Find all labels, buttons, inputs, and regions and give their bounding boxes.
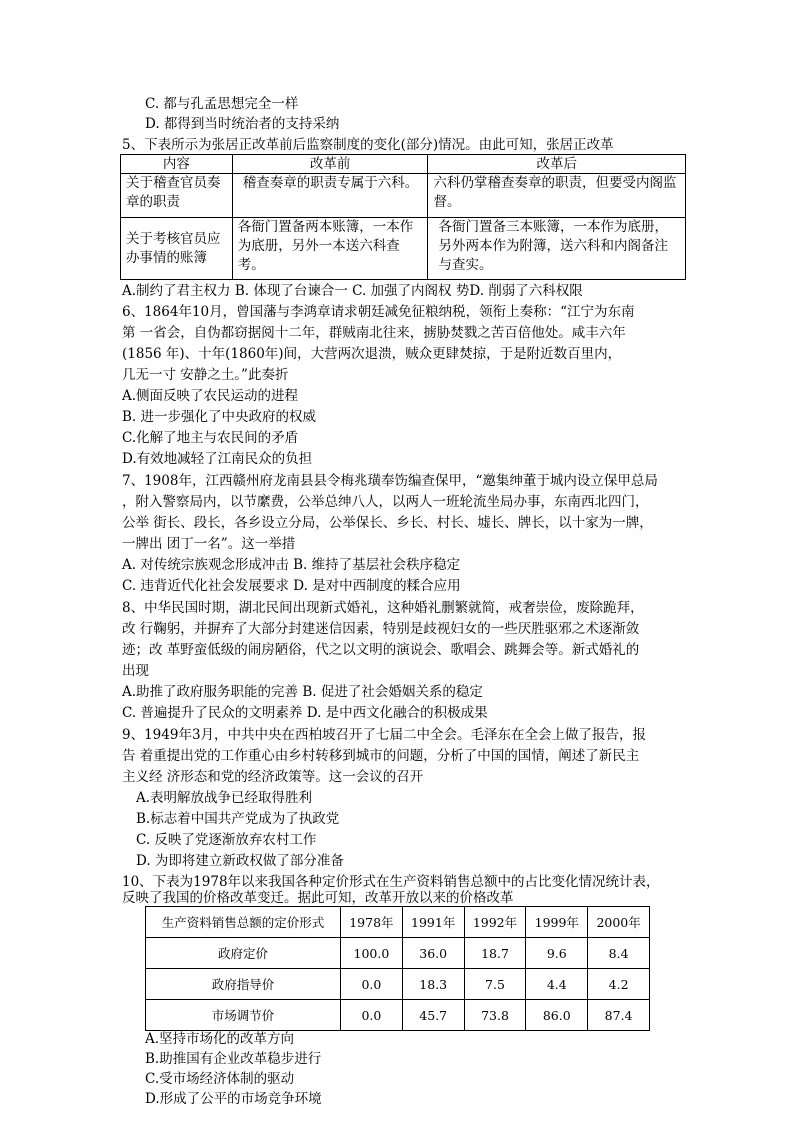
question-stem: ，附入警察局内，以节縻费，公举总绅八人，以两人一班轮流坐局办事，东南西北四门， [122,494,649,510]
question-stem: 出现 [122,663,149,679]
table-cell: 关于稽查官员奏章的职责 [121,174,233,218]
option-line: C.化解了地主与农民间的矛盾 [122,430,299,446]
option-line: A.制约了君主权力 B. 体现了台谏合一 C. 加强了内阁权 势D. 削弱了六科权限 [122,283,583,299]
option-line: D.形成了公平的市场竞争环境 [145,1091,322,1107]
table-cell: 8.4 [588,938,650,969]
table-cell: 87.4 [588,1000,650,1031]
table-row [146,1000,650,1031]
table-cell: 36.0 [402,938,464,969]
table-cell: 0.0 [341,969,403,1000]
table-cell: 稽查奏章的职责专属于六科。 [232,174,428,218]
table-header-cell: 1999年 [526,907,588,938]
option-line: C. 普遍提升了民众的文明素养 D. 是中西文化融合的积极成果 [122,705,488,721]
question-stem: 8、中华民国时期，湖北民间出现新式婚礼，这种婚礼删繁就简，戒奢崇俭，废除跪拜， [122,600,644,616]
table-header-cell: 1992年 [464,907,526,938]
option-line: B. 进一步强化了中央政府的权威 [122,409,317,425]
table-cell: 86.0 [526,1000,588,1031]
question-stem: 5、下表所示为张居正改革前后监察制度的变化(部分)情况。由此可知，张居正改革 [122,137,614,153]
table-header-row [121,155,686,174]
table-header-row [146,907,650,938]
table-cell: 7.5 [464,969,526,1000]
option-line: C. 反映了党逐渐放弃农村工作 [136,832,317,848]
table-cell: 18.3 [402,969,464,1000]
table-row [146,969,650,1000]
option-line: A.助推了政府服务职能的完善 B. 促进了社会婚姻关系的稳定 [122,684,483,700]
question-stem: 第 一省会，自伪都窃据阅十二年，群贼南北往来，掳胁焚戮之苦百倍他处。咸丰六年 [122,325,626,341]
option-line: C.受市场经济体制的驱动 [145,1071,295,1087]
question-stem: 一牌出 团丁一名”。这一举措 [122,536,296,552]
option-line: C. 都与孔孟思想完全一样 [145,96,299,112]
option-line: C. 违背近代化社会发展要求 D. 是对中西制度的糅合应用 [122,578,461,594]
question-stem: 10、下表为1978年以来我国各种定价形式在生产资料销售总额中的占比变化情况统计表， [122,874,660,890]
question-stem: 告 着重提出党的工作重心由乡村转移到城市的问题，分析了中国的国情，阐述了新民主 [122,748,640,764]
table-cell: 100.0 [341,938,403,969]
option-line: D.有效地减轻了江南民众的负担 [122,451,313,467]
question-stem: 改 行鞠躬，并摒弃了大部分封建迷信因素，特别是歧视妇女的一些厌胜驱邪之术逐渐敛 [122,621,640,637]
table-row [121,218,686,280]
question-stem: 7、1908年，江西赣州府龙南县县令梅兆璜奉饬编查保甲，“邀集绅董于城内设立保甲总局 [122,473,658,489]
table-header-cell: 1991年 [402,907,464,938]
option-line: D. 都得到当时统治者的支持采纳 [145,116,340,132]
table-cell: 关于考核官员应办事情的账簿 [121,218,233,280]
supervision-reform-table [120,154,686,280]
table-header-cell: 1978年 [341,907,403,938]
question-stem: 公举 街长、段长，各乡设立分局，公举保长、乡长、村长、墟长、牌长，以十家为一牌， [122,515,653,531]
table-header-cell: 内容 [121,155,233,174]
table-row [146,938,650,969]
question-stem: (1856 年)、十年(1860年)间，大营两次退溃，贼众更肆焚掠，于是附近数百里内， [122,346,622,362]
question-stem: 9、1949年3月，中共中央在西柏坡召开了七届二中全会。毛泽东在全会上做了报告，报 [122,727,647,743]
option-line: A. 对传统宗族观念形成冲击 B. 维持了基层社会秩序稳定 [122,557,461,573]
table-cell: 0.0 [341,1000,403,1031]
table-cell: 18.7 [464,938,526,969]
option-line: B.标志着中国共产党成为了执政党 [136,811,340,827]
question-stem: 主义经 济形态和党的经济政策等。这一会议的召开 [122,769,424,785]
price-form-table [145,906,650,1031]
option-line: A.侧面反映了农民运动的进程 [122,388,299,404]
option-line: A.坚持市场化的改革方向 [145,1031,295,1047]
table-cell: 各衙门置备三本账簿，一本作为底册，另外两本作为附簿，送六科和内阁备注与查实。 [428,218,686,280]
table-row-label: 政府指导价 [146,969,341,1000]
table-cell: 4.2 [588,969,650,1000]
table-header-cell: 生产资料销售总额的定价形式 [146,907,341,938]
table-row [121,174,686,218]
table-cell: 73.8 [464,1000,526,1031]
table-cell: 六科仍掌稽查奏章的职责，但要受内阁监督。 [428,174,686,218]
table-row-label: 市场调节价 [146,1000,341,1031]
table-header-cell: 2000年 [588,907,650,938]
question-stem: 6、1864年10月，曾国藩与李鸿章请求朝廷减免征粮纳税，领衔上奏称：“江宁为东南 [122,304,635,320]
option-line: B.助推国有企业改革稳步进行 [145,1051,322,1067]
option-line: A.表明解放战争已经取得胜利 [136,790,313,806]
table-cell: 9.6 [526,938,588,969]
question-stem: 迹；改 革野蛮低级的闹房陋俗，代之以文明的演说会、歌唱会、跳舞会等。新式婚礼的 [122,642,640,658]
question-stem: 几无一寸 安静之土。”此奏折 [122,367,289,383]
question-stem: 反映了我国的价格改革变迁。据此可知，改革开放以来的价格改革 [122,890,514,906]
table-header-cell: 改革后 [428,155,686,174]
option-line: D. 为即将建立新政权做了部分准备 [136,853,344,869]
table-row-label: 政府定价 [146,938,341,969]
table-cell: 4.4 [526,969,588,1000]
table-cell: 45.7 [402,1000,464,1031]
table-cell: 各衙门置备两本账簿，一本作为底册，另外一本送六科查考。 [232,218,428,280]
table-header-cell: 改革前 [232,155,428,174]
